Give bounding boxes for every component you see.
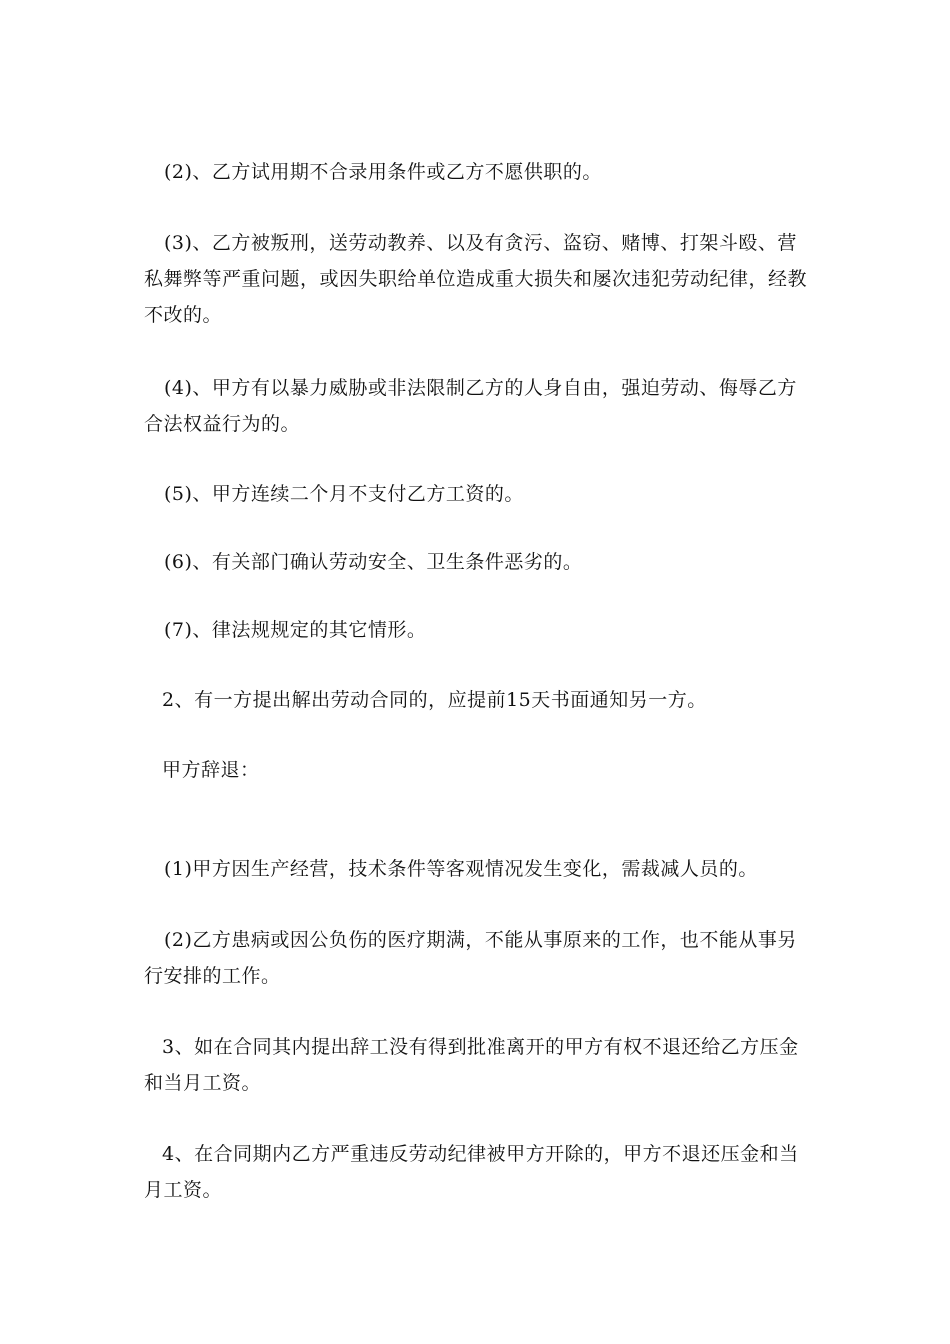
paragraph-item-7: (7)、律法规规定的其它情形。 <box>164 619 427 641</box>
paragraph-item-5: (5)、甲方连续二个月不支付乙方工资的。 <box>164 483 524 505</box>
paragraph-clause-3: 3、如在合同其内提出辞工没有得到批准离开的甲方有权不退还给乙方压金和当月工资。 <box>144 1036 799 1094</box>
paragraph-item-6: (6)、有关部门确认劳动安全、卫生条件恶劣的。 <box>164 551 583 573</box>
paragraph-clause-2: 2、有一方提出解出劳动合同的，应提前15天书面通知另一方。 <box>162 689 707 711</box>
paragraph-item-4: (4)、甲方有以暴力威胁或非法限制乙方的人身自由，强迫劳动、侮辱乙方合法权益行为的。 <box>144 377 797 435</box>
paragraph-dismissal-2: (2)乙方患病或因公负伤的医疗期满，不能从事原来的工作，也不能从事另行安排的工作。 <box>144 929 797 987</box>
paragraph-item-3: (3)、乙方被叛刑，送劳动教养、以及有贪污、盗窃、赌博、打架斗殴、营私舞弊等严重问题，或因失职给单位造成重大损失和屡次违犯劳动纪律，经教不改的。 <box>144 232 808 326</box>
paragraph-clause-4: 4、在合同期内乙方严重违反劳动纪律被甲方开除的，甲方不退还压金和当月工资。 <box>144 1143 799 1201</box>
paragraph-dismissal-heading: 甲方辞退： <box>162 759 260 781</box>
paragraph-dismissal-1: (1)甲方因生产经营，技术条件等客观情况发生变化，需裁减人员的。 <box>164 858 758 880</box>
paragraph-item-2: (2)、乙方试用期不合录用条件或乙方不愿供职的。 <box>164 161 602 183</box>
